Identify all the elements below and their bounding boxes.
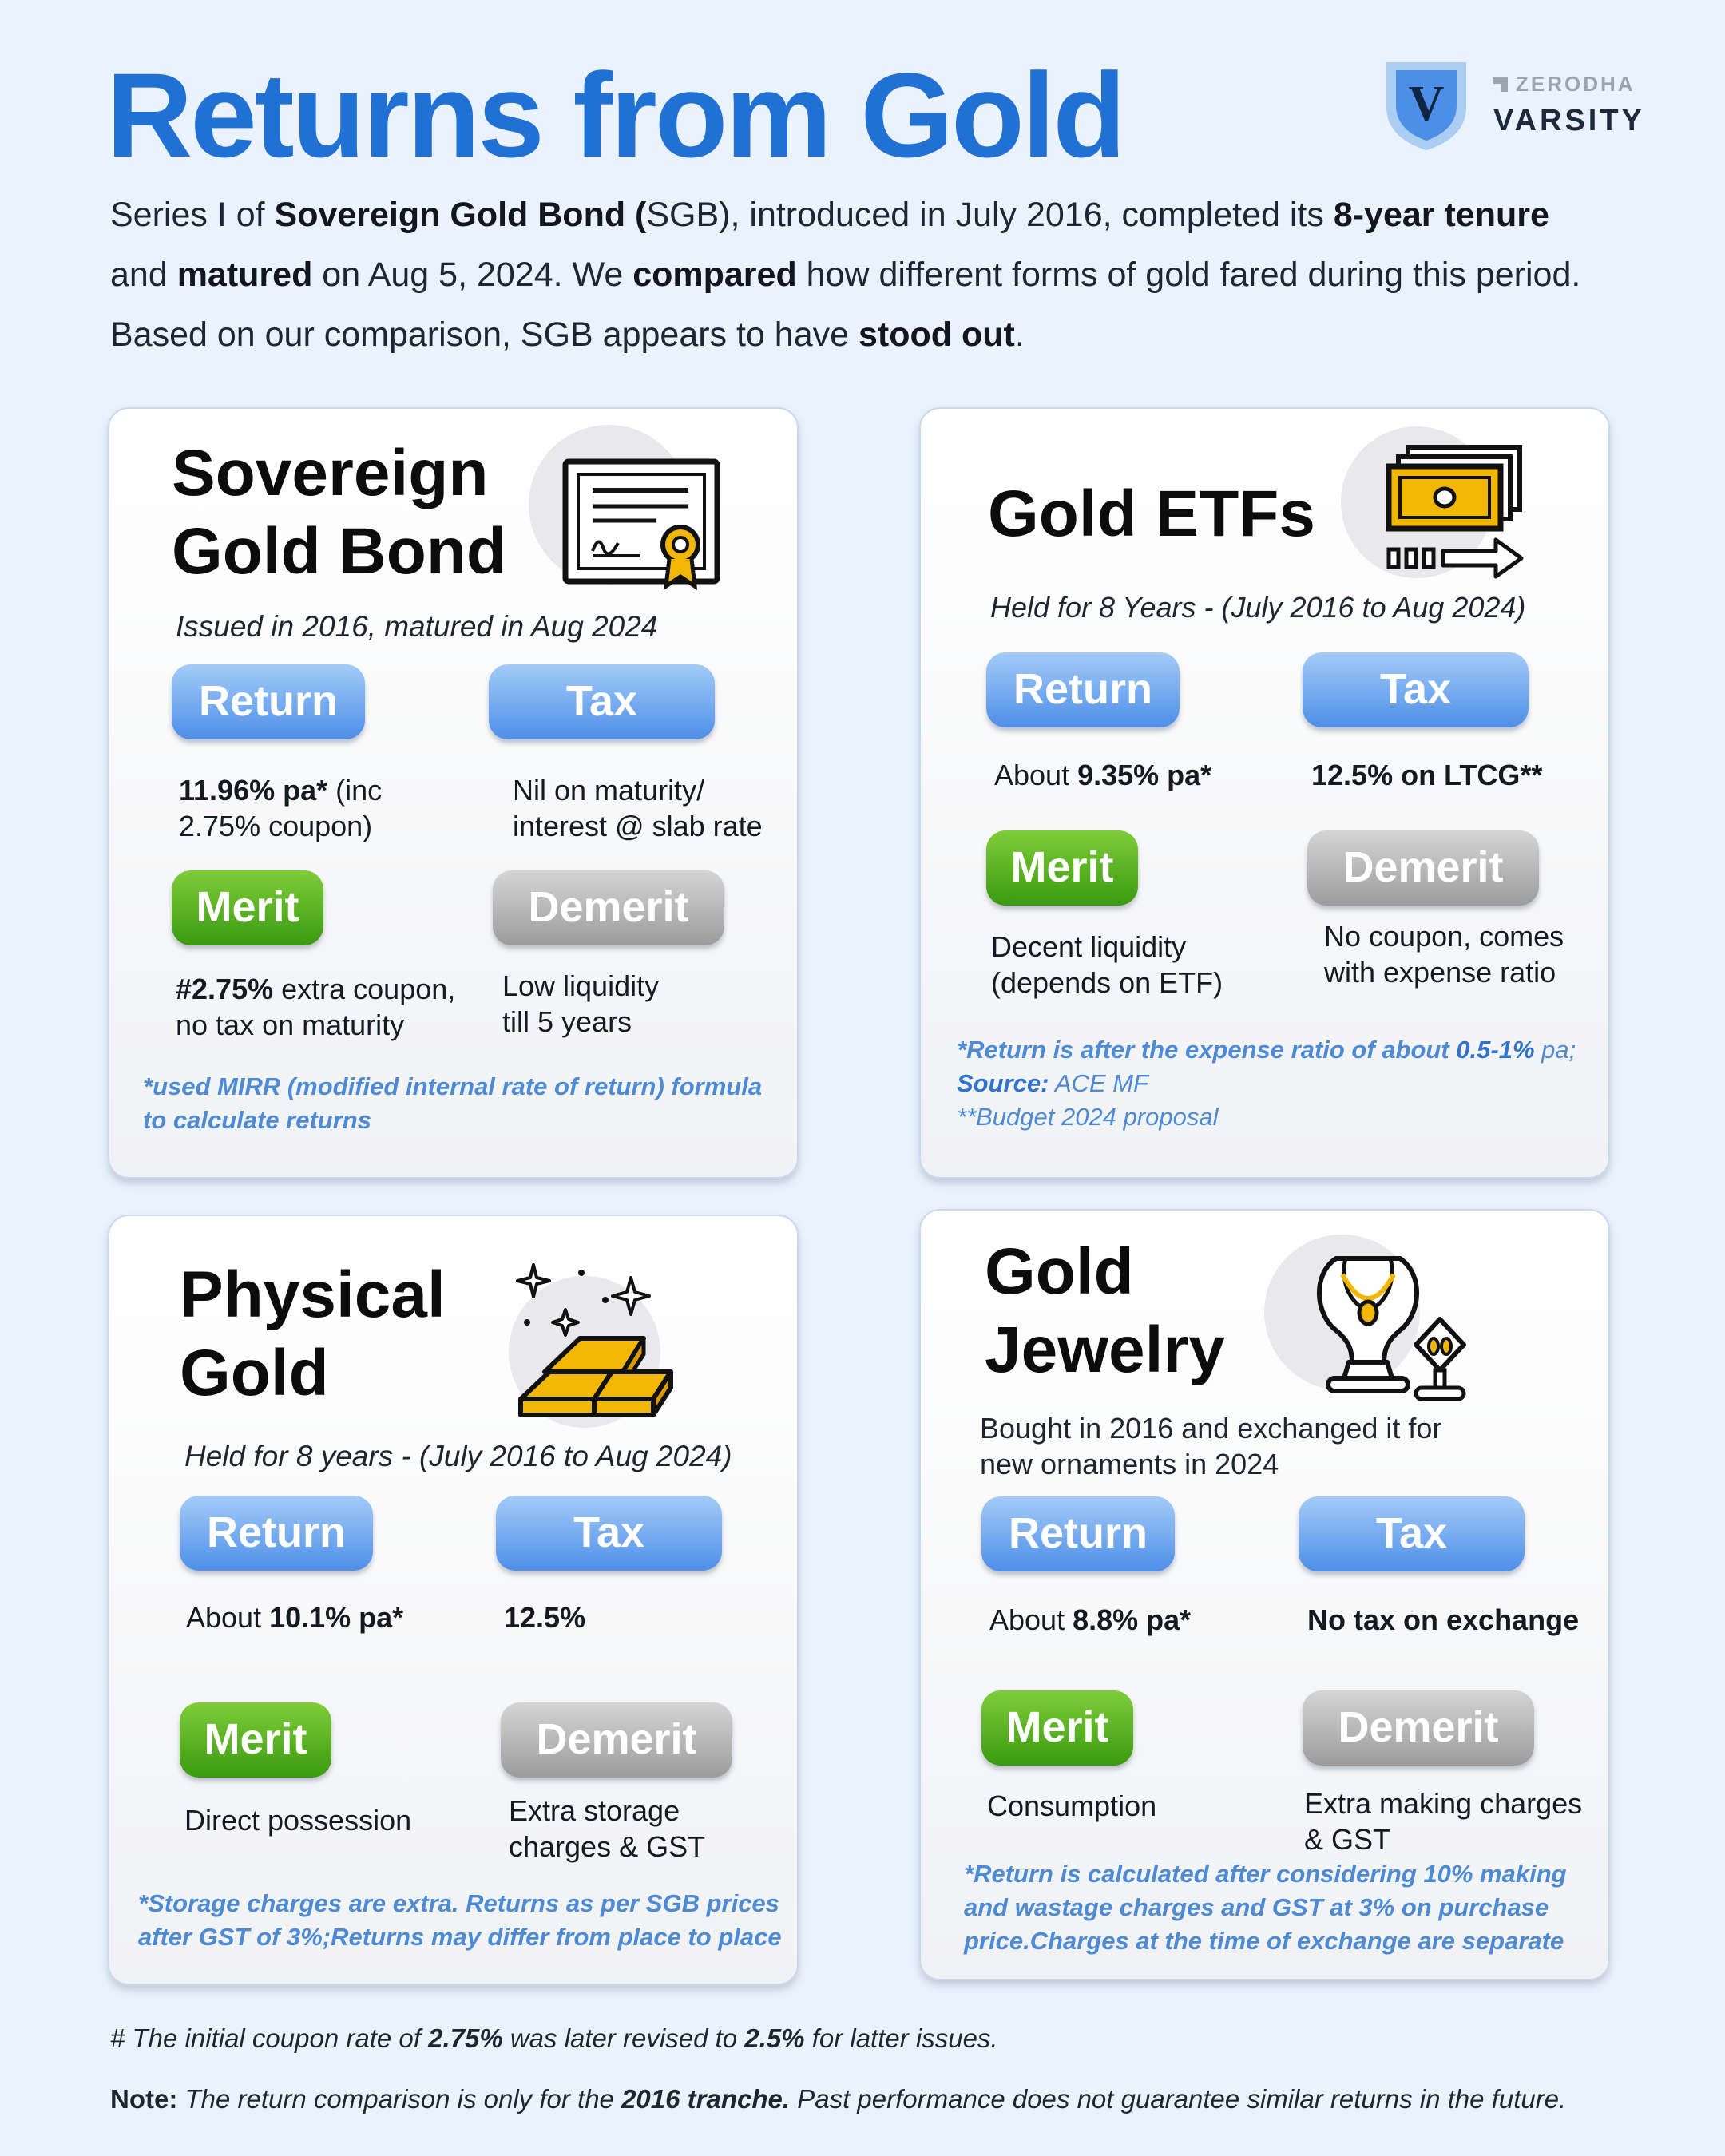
- physical-card: [108, 1215, 799, 1985]
- sgb-tax-label: Tax: [489, 664, 715, 739]
- jewelry-return-value: About 8.8% pa*: [989, 1603, 1192, 1636]
- brand-bottom: VARSITY: [1493, 104, 1645, 137]
- jewelry-subtitle: Bought in 2016 and exchanged it for new ornaments in 2024: [980, 1412, 1442, 1480]
- brand-logo: [1382, 57, 1645, 161]
- sgb-card: [108, 407, 799, 1179]
- jewelry-title: Gold Jewelry: [985, 1235, 1225, 1386]
- footnote-disclaimer: Note: The return comparison is only for the 2016 tranche. Past performance does not guarantee similar returns in the future.: [110, 2084, 1567, 2114]
- sgb-subtitle: Issued in 2016, matured in Aug 2024: [176, 610, 658, 643]
- sgb-return-value: 11.96% pa* (inc 2.75% coupon): [179, 774, 383, 842]
- certificate-icon: [529, 425, 728, 600]
- physical-return-value: About 10.1% pa*: [186, 1601, 404, 1634]
- jewelry-tax-value: No tax on exchange: [1307, 1603, 1580, 1636]
- jewelry-merit-value: Consumption: [987, 1789, 1157, 1822]
- sgb-demerit-value: Low liquidity till 5 years: [502, 969, 660, 1038]
- etf-tax-value: 12.5% on LTCG**: [1311, 759, 1543, 791]
- jewelry-demerit-value: Extra making charges & GST: [1304, 1787, 1583, 1856]
- jewelry-merit-label: Merit: [981, 1690, 1133, 1766]
- etf-tax-label: Tax: [1303, 652, 1529, 727]
- etf-title: Gold ETFs: [988, 478, 1315, 550]
- etf-demerit-label: Demerit: [1307, 830, 1539, 906]
- etf-note: *Return is after the expense ratio of about 0.5-1% pa; Source: ACE MF **Budget 2024 proposal: [957, 1036, 1576, 1131]
- jewelry-tax-label: Tax: [1299, 1496, 1525, 1571]
- jewelry-return-label: Return: [981, 1496, 1175, 1571]
- physical-tax-label: Tax: [496, 1496, 722, 1571]
- physical-demerit-label: Demerit: [501, 1702, 732, 1778]
- gold-bars-icon: [505, 1252, 712, 1436]
- jewelry-icon: [1264, 1235, 1472, 1418]
- shield-logo-icon: [1382, 57, 1471, 152]
- etf-card: [919, 407, 1610, 1179]
- physical-demerit-value: Extra storage charges & GST: [509, 1794, 706, 1863]
- money-transfer-icon: [1336, 426, 1536, 586]
- physical-merit-value: Direct possession: [184, 1804, 412, 1837]
- jewelry-note: *Return is calculated after considering 10% making and wastage charges and GST at 3% on purchase price.Charges at the time of exchange are separate: [964, 1860, 1567, 1955]
- etf-return-label: Return: [986, 652, 1180, 727]
- intro-text: Series I of Sovereign Gold Bond (SGB), introduced in July 2016, completed its 8-year tenure and matured on Aug 5, 2024. We compared how different forms of gold fared during this period. Based on our comparison, SGB appears to have stood out.: [110, 196, 1581, 354]
- etf-demerit-value: No coupon, comes with expense ratio: [1324, 920, 1564, 989]
- etf-subtitle: Held for 8 Years - (July 2016 to Aug 2024): [990, 591, 1526, 624]
- etf-return-value: About 9.35% pa*: [994, 759, 1212, 791]
- physical-subtitle: Held for 8 years - (July 2016 to Aug 2024): [184, 1440, 732, 1472]
- sgb-merit-label: Merit: [172, 870, 323, 945]
- logo-letter: V: [1408, 77, 1445, 131]
- jewelry-card: [919, 1209, 1610, 1980]
- physical-tax-value: 12.5%: [504, 1601, 586, 1634]
- physical-merit-label: Merit: [180, 1702, 331, 1778]
- sgb-note: *used MIRR (modified internal rate of return) formula to calculate returns: [143, 1072, 763, 1134]
- page-title: Returns from Gold: [106, 48, 1124, 182]
- physical-return-label: Return: [180, 1496, 373, 1571]
- sgb-title: Sovereign Gold Bond: [172, 437, 507, 588]
- sgb-merit-value: #2.75% extra coupon, no tax on maturity: [176, 973, 456, 1041]
- jewelry-demerit-label: Demerit: [1303, 1690, 1534, 1766]
- brand-top: ZERODHA: [1493, 72, 1636, 97]
- etf-merit-label: Merit: [986, 830, 1138, 906]
- physical-title: Physical Gold: [180, 1258, 446, 1409]
- sgb-return-label: Return: [172, 664, 365, 739]
- etf-merit-value: Decent liquidity (depends on ETF): [991, 930, 1223, 999]
- sgb-demerit-label: Demerit: [493, 870, 724, 945]
- sgb-tax-value: Nil on maturity/ interest @ slab rate: [513, 774, 763, 842]
- footnote-coupon: # The initial coupon rate of 2.75% was later revised to 2.5% for latter issues.: [110, 2023, 998, 2053]
- physical-note: *Storage charges are extra. Returns as per SGB prices after GST of 3%;Returns may differ from place to place: [138, 1889, 782, 1951]
